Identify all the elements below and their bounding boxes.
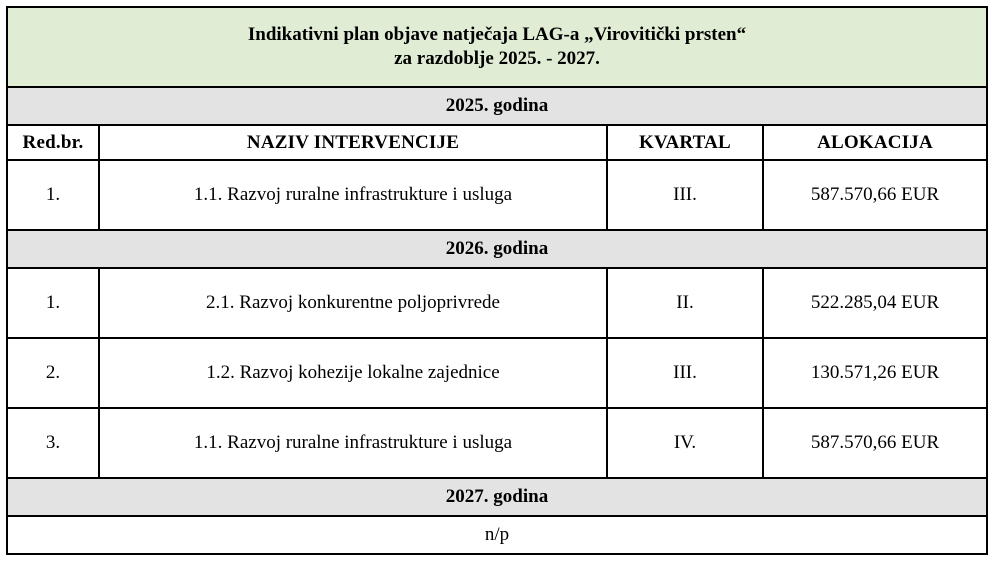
cell-quarter: III. — [607, 160, 763, 230]
table-title-row — [7, 7, 987, 87]
year-label-2027: 2027. godina — [7, 478, 987, 516]
column-header-intervention: NAZIV INTERVENCIJE — [99, 125, 607, 160]
cell-number: 3. — [7, 408, 99, 478]
cell-intervention: 2.1. Razvoj konkurentne poljoprivrede — [99, 268, 607, 338]
table-row — [7, 268, 987, 338]
cell-quarter: II. — [607, 268, 763, 338]
cell-number: 1. — [7, 160, 99, 230]
cell-number: 2. — [7, 338, 99, 408]
column-header-number: Red.br. — [7, 125, 99, 160]
cell-allocation: 587.570,66 EUR — [763, 160, 987, 230]
cell-allocation: 130.571,26 EUR — [763, 338, 987, 408]
document-title — [7, 7, 987, 87]
cell-intervention: 1.1. Razvoj ruralne infrastrukture i usluga — [99, 160, 607, 230]
table-row — [7, 338, 987, 408]
year-label-2025: 2025. godina — [7, 87, 987, 125]
year-label-2026: 2026. godina — [7, 230, 987, 268]
cell-intervention: 1.1. Razvoj ruralne infrastrukture i usluga — [99, 408, 607, 478]
cell-quarter: III. — [607, 338, 763, 408]
table-row — [7, 408, 987, 478]
column-header-allocation: ALOKACIJA — [763, 125, 987, 160]
table-row — [7, 160, 987, 230]
year-band-row — [7, 478, 987, 516]
cell-quarter: IV. — [607, 408, 763, 478]
indicative-plan-table — [6, 6, 988, 555]
cell-not-applicable: n/p — [7, 516, 987, 554]
table-row-empty — [7, 516, 987, 554]
cell-intervention: 1.2. Razvoj kohezije lokalne zajednice — [99, 338, 607, 408]
cell-allocation: 522.285,04 EUR — [763, 268, 987, 338]
year-band-row — [7, 87, 987, 125]
title-line-1: Indikativni plan objave natječaja LAG-a „Virovitički prsten“ — [247, 24, 747, 46]
column-header-quarter: KVARTAL — [607, 125, 763, 160]
cell-number: 1. — [7, 268, 99, 338]
year-band-row — [7, 230, 987, 268]
cell-allocation: 587.570,66 EUR — [763, 408, 987, 478]
column-header-row — [7, 125, 987, 160]
title-line-2: za razdoblje 2025. - 2027. — [394, 48, 600, 69]
